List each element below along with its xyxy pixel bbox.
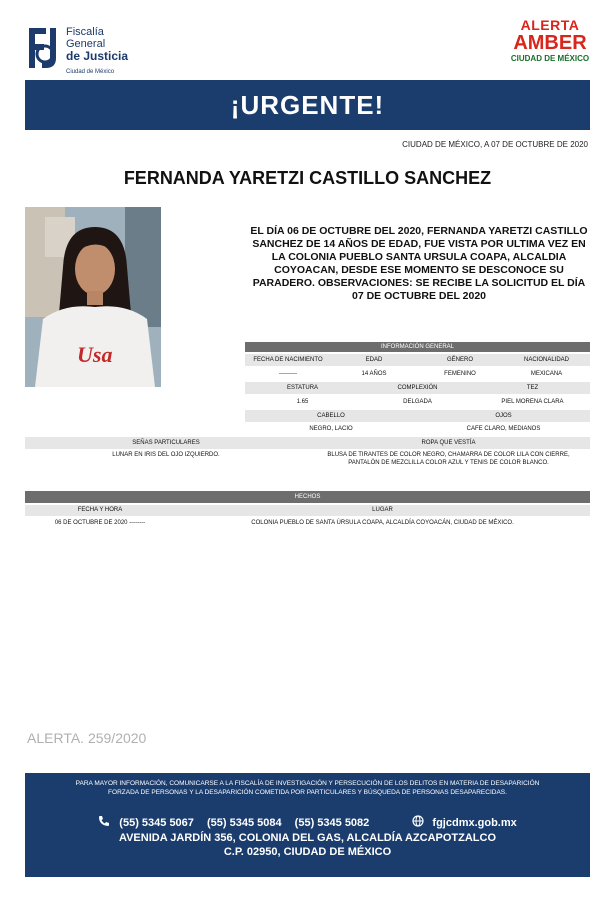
- header-nationality: NACIONALIDAD: [523, 357, 569, 363]
- header-birthdate: FECHA DE NACIMIENTO: [253, 357, 323, 363]
- org-line3: de Justicia: [66, 49, 129, 63]
- globe-icon: [412, 815, 424, 827]
- fgj-logo-text: [66, 26, 128, 78]
- value-eyes: CAFE CLARO, MEDIANOS: [466, 426, 541, 432]
- phone-3[interactable]: (55) 5345 5082: [294, 817, 370, 829]
- person-name: FERNANDA YARETZI CASTILLO SANCHEZ: [123, 168, 492, 188]
- header-ropa: ROPA QUE VESTÍA: [421, 440, 476, 446]
- address-line1: AVENIDA JARDÍN 356, COLONIA DEL GAS, ALCALDÍA AZCAPOTZALCO: [118, 832, 497, 844]
- header-lugar: LUGAR: [372, 507, 393, 513]
- hechos-title: HECHOS: [25, 491, 590, 503]
- header-age: EDAD: [365, 357, 383, 363]
- contact-footer: [25, 773, 590, 877]
- org-line2: General: [66, 38, 106, 50]
- general-headers-row3: [245, 410, 590, 422]
- alert-number: ALERTA. 259/2020: [27, 730, 147, 746]
- org-line1: Fiscalía: [66, 26, 104, 38]
- value-ropa: [307, 451, 590, 469]
- header-fecha-hora: FECHA Y HORA: [77, 507, 123, 513]
- general-headers-row1: [245, 354, 590, 366]
- amber-line3: CIUDAD DE MÉXICO: [510, 54, 590, 63]
- hechos-values: [25, 518, 590, 528]
- general-info-title: INFORMACIÓN GENERAL: [245, 342, 590, 352]
- header-gender: GÉNERO: [446, 357, 473, 363]
- footer-info-line1: PARA MAYOR INFORMACIÓN, COMUNICARSE A LA FISCALÍA DE INVESTIGACIÓN Y PERSECUCIÓN DE LOS DELITOS EN MATERIA DE DESAPARICIÓN: [75, 780, 540, 787]
- hechos-headers: [25, 505, 590, 516]
- header-skin: TEZ: [526, 385, 539, 391]
- value-build: DELGADA: [403, 399, 432, 405]
- features-headers: [25, 437, 590, 449]
- fgj-logo: [26, 24, 166, 76]
- value-lugar: COLONIA PUEBLO DE SANTA ÚRSULA COAPA, ALCALDÍA COYOACÁN, CIUDAD DE MÉXICO.: [251, 520, 514, 526]
- phone-icon: [98, 815, 110, 827]
- header-hair: CABELLO: [317, 413, 345, 419]
- general-values-row2: [245, 397, 590, 407]
- amber-line1: ALERTA: [520, 17, 580, 33]
- header-height: ESTATURA: [286, 385, 319, 391]
- shirt-text: Usa: [77, 342, 113, 367]
- alerta-amber-logo: [510, 18, 590, 78]
- general-headers-row2: [245, 382, 590, 394]
- website-link[interactable]: fgjcdmx.gob.mx: [432, 817, 517, 829]
- footer-info-line2: FORZADA DE PERSONAS Y LA DESAPARICIÓN COMETIDA POR PARTICULARES Y BÚSQUEDA DE PERSONAS DESAPARECIDAS.: [108, 789, 507, 796]
- features-values: [25, 451, 590, 469]
- org-sub: Ciudad de México: [66, 69, 115, 75]
- value-hair: NEGRO, LACIO: [309, 426, 353, 432]
- value-gender: FEMENINO: [444, 371, 476, 377]
- phone-1[interactable]: (55) 5345 5067: [119, 817, 194, 829]
- person-photo: [25, 207, 161, 387]
- value-nationality: MEXICANA: [530, 371, 563, 377]
- case-description: EL DÍA 06 DE OCTUBRE DEL 2020, FERNANDA YARETZI CASTILLO SANCHEZ DE 14 AÑOS DE EDAD, FUE VISTA POR ULTIMA VEZ EN LA COLONIA PUEBLO SANTA URSULA COAPA, ALCALDIA COYOACAN, DESDE ESE MOMENTO SE DESCONOCE SU PARADERO. OBSERVACIONES: SE RECIBE LA SOLICITUD EL DÍA 07 DE OCTUBRE DEL 2020: [250, 225, 588, 302]
- general-values-row1: [245, 369, 590, 379]
- value-ropa-line2: PANTALÓN DE MEZCLILLA COLOR AZUL Y TENIS DE COLOR BLANCO.: [348, 460, 549, 466]
- fgj-emblem-icon: [26, 24, 60, 72]
- portrait-image: [25, 207, 161, 387]
- header-build: COMPLEXIÓN: [397, 385, 438, 391]
- urgent-banner: ¡URGENTE!: [25, 80, 590, 130]
- header-eyes: OJOS: [495, 413, 512, 419]
- issue-date: CIUDAD DE MÉXICO, A 07 DE OCTUBRE DE 2020: [402, 140, 588, 149]
- amber-line2: AMBER: [513, 32, 587, 54]
- header-senas: SEÑAS PARTICULARES: [132, 440, 200, 446]
- value-height: 1.65: [296, 399, 309, 405]
- value-fecha-hora: 06 DE OCTUBRE DE 2020 --------: [54, 520, 146, 526]
- general-values-row3: [245, 424, 590, 434]
- value-birthdate: ---------: [279, 371, 297, 377]
- value-ropa-line1: BLUSA DE TIRANTES DE COLOR NEGRO, CHAMARRA DE COLOR LILA CON CIERRE,: [327, 452, 570, 458]
- phone-2[interactable]: (55) 5345 5084: [206, 817, 282, 829]
- address-line2: C.P. 02950, CIUDAD DE MÉXICO: [223, 846, 392, 858]
- value-senas: LUNAR EN IRIS DEL OJO IZQUIERDO.: [112, 452, 220, 458]
- footer-phones: [25, 815, 590, 829]
- footer-info: [25, 779, 590, 797]
- footer-address: [25, 831, 590, 859]
- value-skin: PIEL MORENA CLARA: [501, 399, 564, 405]
- value-age: 14 AÑOS: [361, 371, 387, 377]
